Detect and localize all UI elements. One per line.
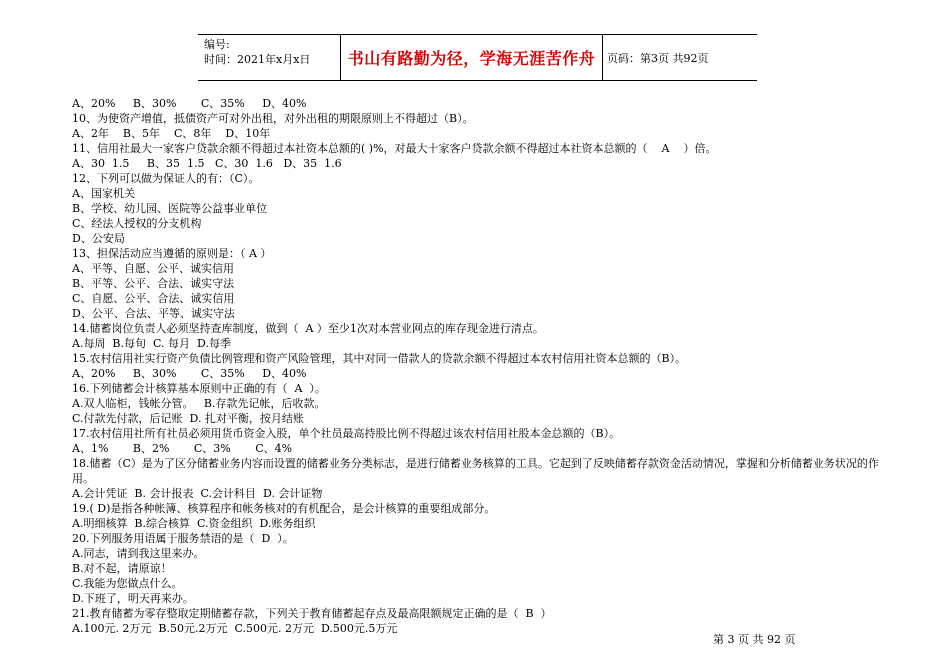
text-line: A、1% B、2% C、3% C、4%: [72, 442, 293, 455]
text-line: 19.( D)是指各种帐簿、核算程序和帐务核对的有机配合，是会计核算的重要组成部分。: [72, 502, 496, 515]
text-line: A.双人临柜，钱帐分管。 B.存款先记帐，后收款。: [72, 397, 326, 410]
text-line: A、平等、自愿、公平、诚实信用: [72, 262, 234, 275]
text-line: 18.储蓄（C）是为了区分储蓄业务内容而设置的储蓄业务分类标志，是进行储蓄业务核算的工具。它起到了反映储蓄存款资金活动情况，掌握和分析储蓄业务状况的作用。: [72, 457, 879, 485]
page-footer: 第 3 页 共 92 页: [713, 633, 796, 646]
header-motto: 书山有路勤为径，学海无涯苦作舟: [340, 35, 603, 80]
text-line: A、30 1.5 B、35 1.5 C、30 1.6 D、35 1.6: [72, 157, 342, 170]
text-line: A.每周 B.每旬 C. 每月 D.每季: [72, 337, 231, 350]
text-line: 15.农村信用社实行资产负债比例管理和资产风险管理，其中对同一借款人的贷款余额不得超过本农村信用社资本总额的（B）。: [72, 352, 687, 365]
text-line: D、公安局: [72, 232, 125, 245]
text-line: A.同志，请到我这里来办。: [72, 547, 205, 560]
document-number-label: 编号:: [204, 38, 230, 51]
text-line: A、20% B、30% C、35% D、40%: [72, 97, 307, 110]
text-line: 12、下列可以做为保证人的有：（C）。: [72, 172, 260, 185]
document-date: 时间：2021年x月x日: [204, 53, 311, 66]
page-header: [198, 34, 757, 81]
text-line: A.明细核算 B.综合核算 C.资金组织 D.账务组织: [72, 517, 316, 530]
text-line: 16.下列储蓄会计核算基本原则中正确的有（ A ）。: [72, 382, 326, 395]
text-line: D.下班了，明天再来办。: [72, 592, 194, 605]
header-meta: [198, 35, 340, 80]
text-line: A.100元. 2万元 B.50元.2万元 C.500元. 2万元 D.500元.5万元: [72, 622, 398, 635]
text-line: 17.农村信用社所有社员必须用货币资金入股，单个社员最高持股比例不得超过该农村信用社股本金总额的（B）。: [72, 427, 621, 440]
text-line: 20.下列服务用语属于服务禁语的是（ D ）。: [72, 532, 294, 545]
text-line: A、国家机关: [72, 187, 135, 200]
header-page-info: 页码：第3页 共92页: [607, 51, 709, 65]
text-line: 21.教育储蓄为零存整取定期储蓄存款，下列关于教育储蓄起存点及最高限额规定正确的是（ B ）: [72, 607, 552, 620]
text-line: C、经法人授权的分支机构: [72, 217, 202, 230]
text-line: 10、为使资产增值，抵债资产可对外出租，对外出租的期限原则上不得超过（B）。: [72, 112, 474, 125]
text-line: D、公平、合法、平等、诚实守法: [72, 307, 235, 320]
text-line: B、学校、幼儿园、医院等公益事业单位: [72, 202, 268, 215]
text-line: 13、担保活动应当遵循的原则是：（ A ）: [72, 247, 272, 260]
text-line: C、自愿、公平、合法、诚实信用: [72, 292, 235, 305]
text-line: B、平等、公平、合法、诚实守法: [72, 277, 235, 290]
text-line: A、2年 B、5年 C、8年 D、10年: [72, 127, 271, 140]
document-body: [72, 96, 892, 636]
text-line: B.对不起，请原谅！: [72, 562, 172, 575]
text-line: C.付款先付款，后记账 D. 扎对平衡，按月结账: [72, 412, 304, 425]
text-line: A、20% B、30% C、35% D、40%: [72, 367, 307, 380]
text-line: A.会计凭证 B. 会计报表 C.会计科目 D. 会计证物: [72, 487, 323, 500]
text-line: 11、信用社最大一家客户贷款余额不得超过本社资本总额的( )%，对最大十家客户贷款余额不得超过本社资本总额的（ A ）倍。: [72, 142, 717, 155]
text-line: C.我能为您做点什么。: [72, 577, 183, 590]
text-line: 14.储蓄岗位负责人必须坚持查库制度，做到（ A ）至少1次对本营业网点的库存现金进行清点。: [72, 322, 544, 335]
